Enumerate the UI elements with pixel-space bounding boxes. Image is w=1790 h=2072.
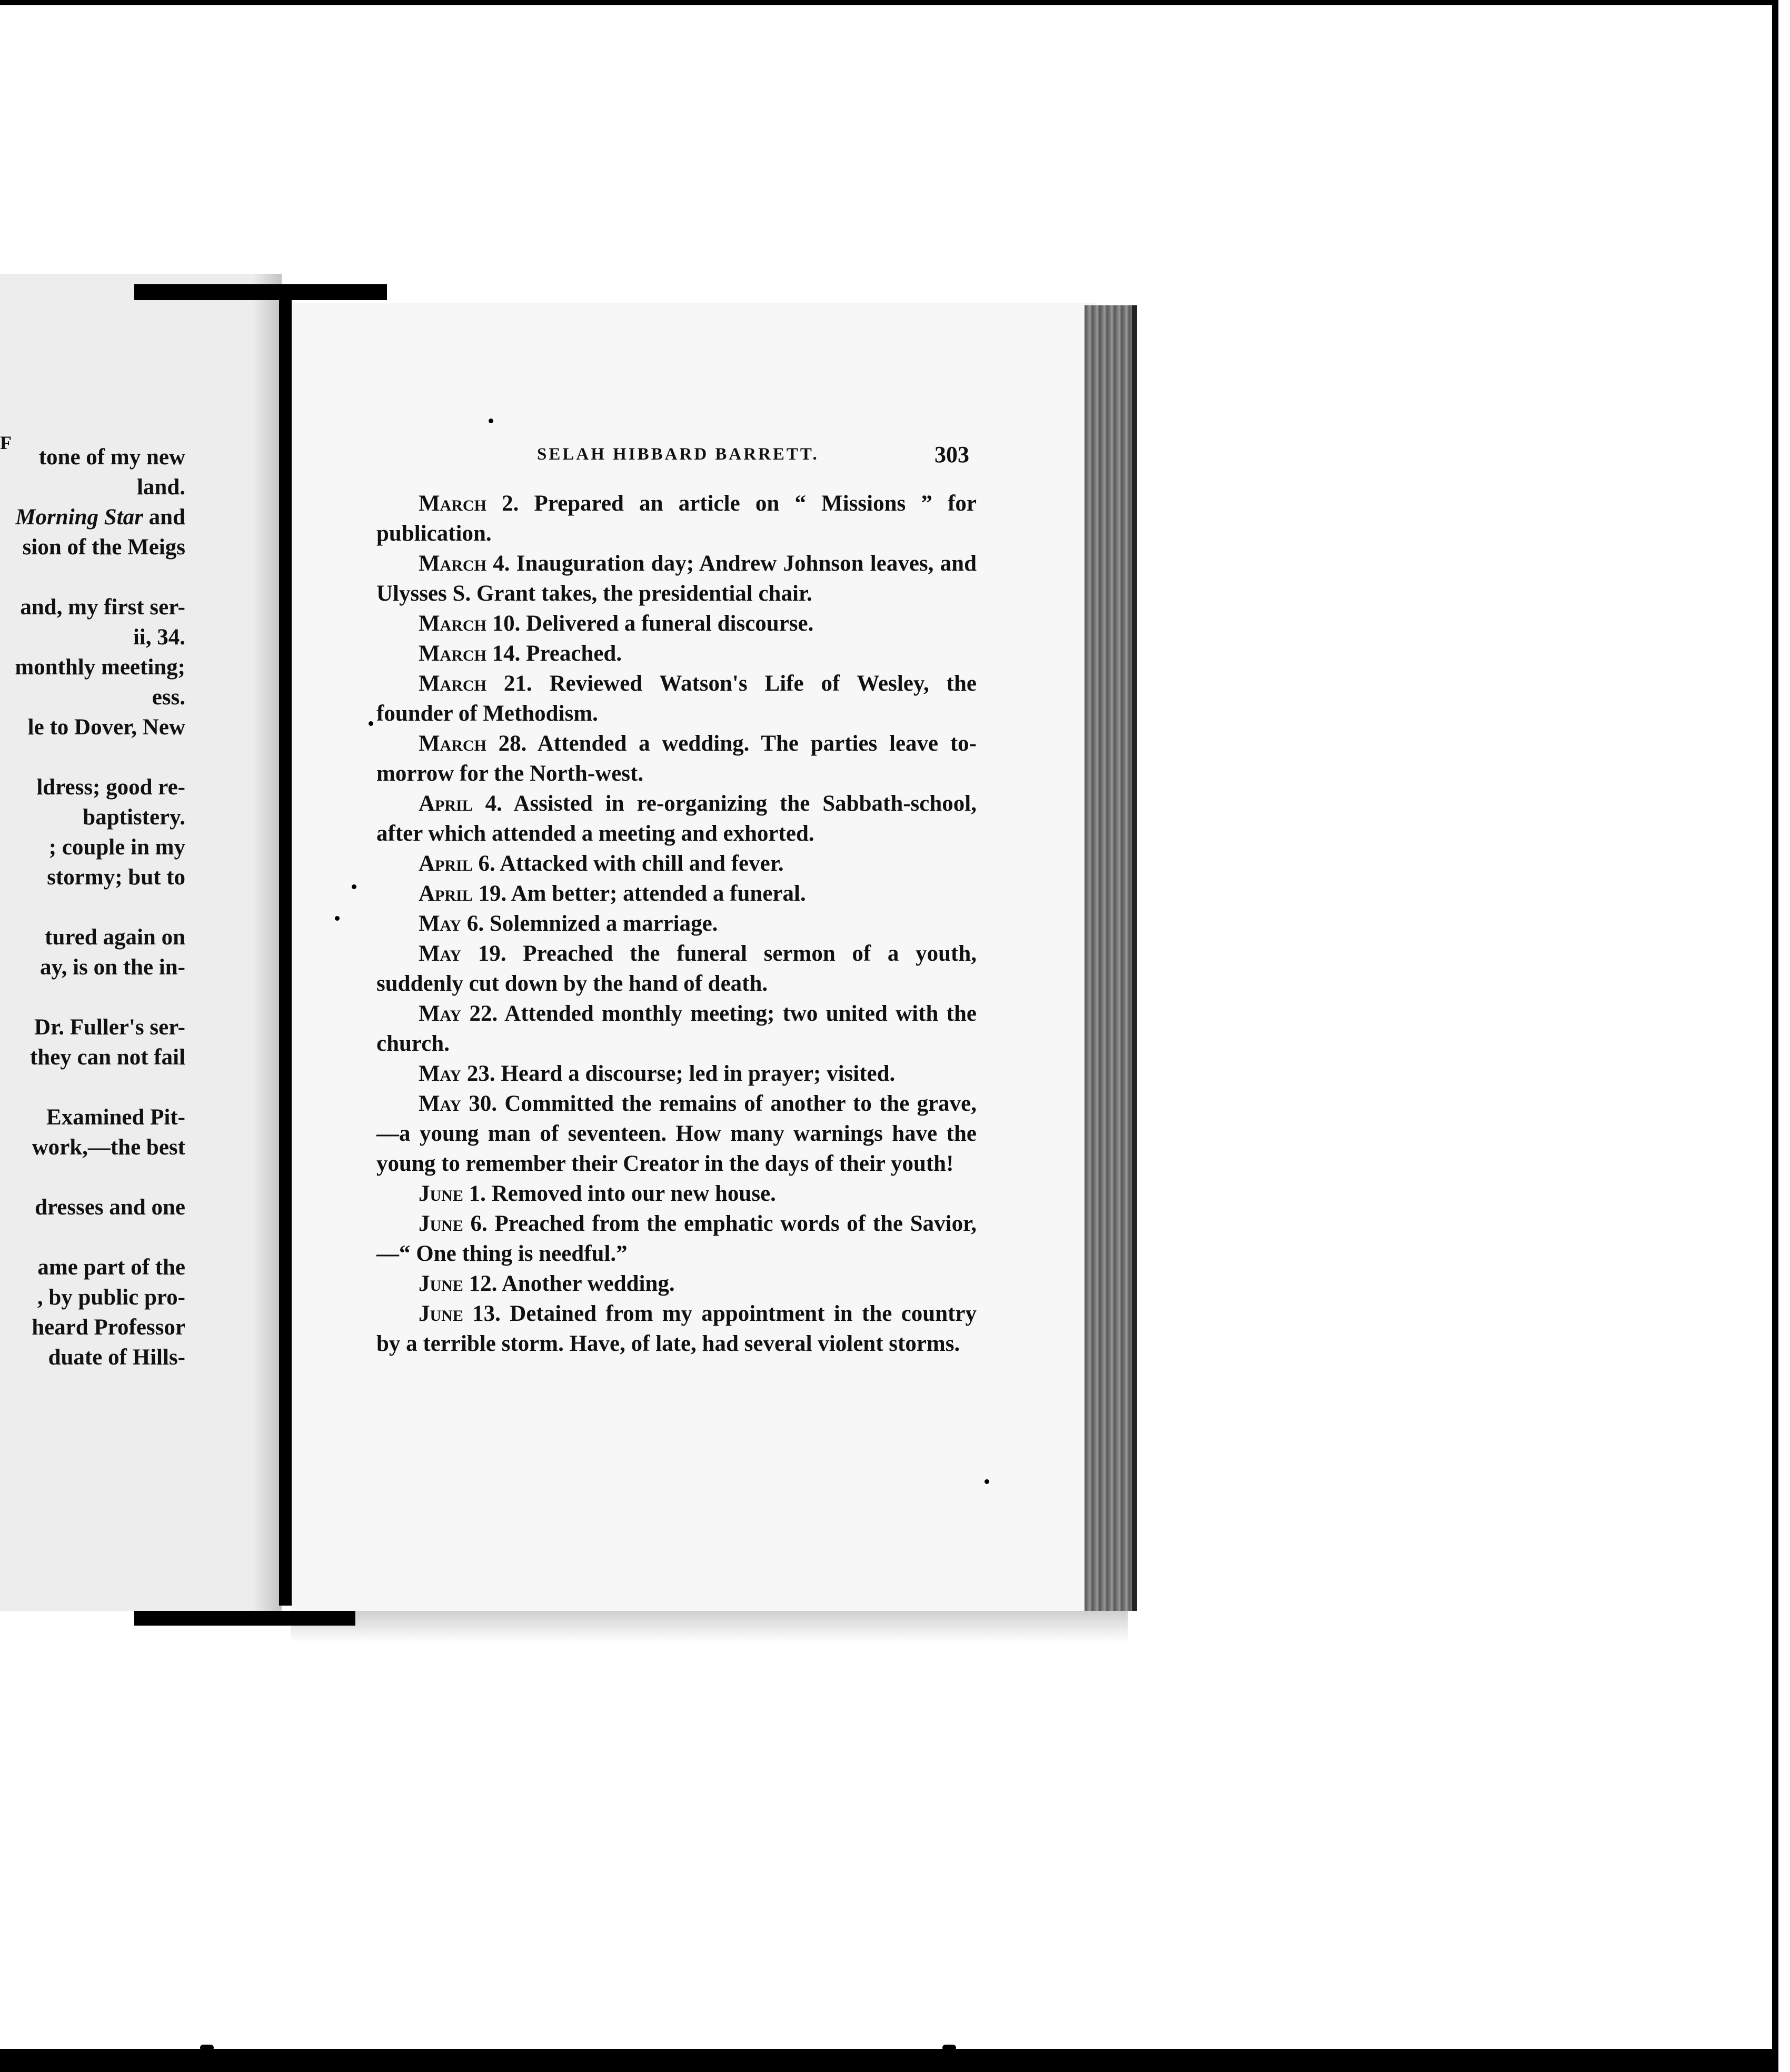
- entry-text: Reviewed Watson's Life of Wesley, the founder of Methodism.: [376, 671, 977, 726]
- entry-date: March 10.: [419, 611, 521, 636]
- entry-text: Removed into our new house.: [491, 1181, 776, 1206]
- page-fore-edge: [1085, 305, 1137, 1611]
- entry-text: Preached.: [526, 641, 622, 666]
- left-page-line: heard Professor: [32, 1315, 185, 1340]
- entry-text: Solemnized a marriage.: [489, 911, 718, 936]
- entry-date: April 4.: [419, 791, 502, 816]
- diary-entry: [376, 879, 977, 909]
- left-page-line: stormy; but to: [47, 865, 185, 890]
- entry-date: May 22.: [419, 1001, 498, 1026]
- entry-date: May 30.: [419, 1091, 498, 1116]
- entry-text: Detained from my appointment in the country by a terrible storm. Have, of late, had several violent storms.: [376, 1301, 977, 1356]
- left-page-line: [0, 1072, 185, 1102]
- left-page-line: ; couple in my: [48, 835, 185, 860]
- entry-text: Attacked with chill and fever.: [500, 851, 784, 876]
- left-page-line: [0, 742, 185, 772]
- left-page-text: [0, 442, 185, 1372]
- diary-entry: [376, 849, 977, 879]
- entry-text: Attended a wedding. The parties leave to-morrow for the North-west.: [376, 731, 977, 786]
- diary-entry-paragraph: [376, 999, 977, 1059]
- diary-entry-paragraph: [376, 789, 977, 849]
- left-page-line: duate of Hills-: [48, 1345, 185, 1370]
- scan-speck: [335, 916, 340, 921]
- left-page-line: dresses and one: [35, 1195, 185, 1220]
- left-page-line: ii, 34.: [133, 625, 185, 650]
- entry-text: Committed the remains of another to the grave,—a young man of seventeen. How many warnings have the young to remember their Creator in the days of their youth!: [376, 1091, 977, 1176]
- diary-entry-paragraph: [376, 1059, 977, 1089]
- left-page-line: monthly meeting;: [15, 655, 185, 680]
- diary-entry-paragraph: [376, 549, 977, 609]
- diary-entry-paragraph: [376, 1209, 977, 1269]
- entry-date: March 21.: [419, 671, 532, 696]
- left-page-header: F: [0, 432, 12, 453]
- left-page-line: they can not fail: [29, 1045, 185, 1070]
- left-page-line: [0, 1222, 185, 1252]
- entry-text: Inauguration day; Andrew Johnson leaves, and Ulysses S. Grant takes, the presidential chair.: [376, 551, 977, 606]
- left-page-line: and, my first ser-: [20, 595, 185, 620]
- entry-text: Delivered a funeral discourse.: [526, 611, 814, 636]
- diary-entry: [376, 669, 977, 729]
- diary-entry-paragraph: [376, 1269, 977, 1299]
- diary-entry-paragraph: [376, 909, 977, 939]
- diary-entry: [376, 729, 977, 789]
- scan-speck: [369, 721, 373, 726]
- scan-frame-right: [1772, 0, 1778, 2072]
- entry-date: March 2.: [419, 491, 519, 516]
- diary-entry-paragraph: [376, 849, 977, 879]
- left-page-line: tured again on: [45, 925, 185, 950]
- left-page-line: [0, 1162, 185, 1192]
- left-page-line: sion of the Meigs: [22, 535, 185, 560]
- entry-date: June 1.: [419, 1181, 486, 1206]
- binding-tab-bottom: [134, 1611, 355, 1626]
- scan-speck: [984, 1479, 989, 1484]
- scan-mark: [942, 2045, 956, 2051]
- running-head: SELAH HIBBARD BARRETT.: [537, 445, 819, 464]
- entry-date: April 19.: [419, 881, 507, 906]
- left-page-line: [0, 562, 185, 592]
- diary-entry: [376, 489, 977, 549]
- entry-date: June 13.: [419, 1301, 501, 1326]
- left-page-line: ess.: [152, 685, 185, 710]
- left-page-line: le to Dover, New: [27, 715, 185, 740]
- left-page-line: [0, 982, 185, 1012]
- scan-frame-top: [0, 0, 1778, 5]
- diary-entry: [376, 909, 977, 939]
- diary-entry: [376, 1269, 977, 1299]
- scan-speck: [352, 884, 356, 889]
- diary-entry: [376, 1179, 977, 1209]
- entry-text: Am better; attended a funeral.: [511, 881, 806, 906]
- entry-date: April 6.: [419, 851, 495, 876]
- diary-entry: [376, 609, 977, 639]
- diary-entry: [376, 999, 977, 1059]
- left-page-line: Morning Star and: [15, 505, 185, 530]
- diary-entry: [376, 1059, 977, 1089]
- entry-date: June 12.: [419, 1271, 498, 1296]
- diary-entry-paragraph: [376, 1299, 977, 1359]
- left-page-line: ay, is on the in-: [40, 955, 185, 980]
- scan-mark: [200, 2045, 214, 2051]
- diary-entry: [376, 939, 977, 999]
- diary-entry-paragraph: [376, 609, 977, 639]
- entry-text: Preached the funeral sermon of a youth, suddenly cut down by the hand of death.: [376, 941, 977, 996]
- entry-text: Heard a discourse; led in prayer; visited.: [501, 1061, 896, 1086]
- entry-date: March 28.: [419, 731, 527, 756]
- entry-date: May 19.: [419, 941, 506, 966]
- left-page-line: ame part of the: [37, 1255, 185, 1280]
- diary-entry: [376, 1299, 977, 1359]
- entry-text: Assisted in re-organizing the Sabbath-school, after which attended a meeting and exhorted.: [376, 791, 977, 846]
- left-page-line: baptistery.: [83, 805, 185, 830]
- left-page-line: work,—the best: [32, 1135, 185, 1160]
- diary-entry: [376, 1089, 977, 1179]
- diary-entry-paragraph: [376, 1179, 977, 1209]
- entry-date: May 6.: [419, 911, 484, 936]
- diary-entry-paragraph: [376, 489, 977, 549]
- diary-entry: [376, 639, 977, 669]
- diary-entry-paragraph: [376, 669, 977, 729]
- diary-entry-paragraph: [376, 729, 977, 789]
- entry-date: March 14.: [419, 641, 521, 666]
- left-page-line: tone of my new: [38, 445, 185, 470]
- diary-entry-paragraph: [376, 879, 977, 909]
- diary-entry-paragraph: [376, 939, 977, 999]
- diary-entries: [376, 489, 977, 1359]
- page-number: 303: [934, 442, 969, 467]
- left-page: [0, 274, 282, 1611]
- diary-entry-paragraph: [376, 1089, 977, 1179]
- left-page-line: [0, 892, 185, 922]
- left-page-line: Dr. Fuller's ser-: [34, 1015, 185, 1040]
- diary-entry: [376, 789, 977, 849]
- book-gutter: [279, 292, 292, 1606]
- diary-entry: [376, 1209, 977, 1269]
- entry-text: Another wedding.: [501, 1271, 675, 1296]
- left-page-line: Examined Pit-: [46, 1105, 185, 1130]
- scan-speck: [489, 419, 493, 423]
- entry-text: Preached from the emphatic words of the Savior,—“ One thing is needful.”: [376, 1211, 977, 1266]
- entry-text: Prepared an article on “ Missions ” for publication.: [376, 491, 977, 546]
- left-page-line: land.: [136, 475, 185, 500]
- diary-entry-paragraph: [376, 639, 977, 669]
- entry-date: March 4.: [419, 551, 510, 576]
- entry-date: May 23.: [419, 1061, 495, 1086]
- entry-text: Attended monthly meeting; two united with the church.: [376, 1001, 977, 1056]
- scan-frame-bottom: [0, 2049, 1778, 2072]
- entry-date: June 6.: [419, 1211, 488, 1236]
- page-bottom-shadow: [291, 1611, 1128, 1642]
- diary-entry: [376, 549, 977, 609]
- left-page-line: , by public pro-: [37, 1285, 185, 1310]
- left-page-line: ldress; good re-: [36, 775, 185, 800]
- binding-tab-top: [134, 284, 387, 300]
